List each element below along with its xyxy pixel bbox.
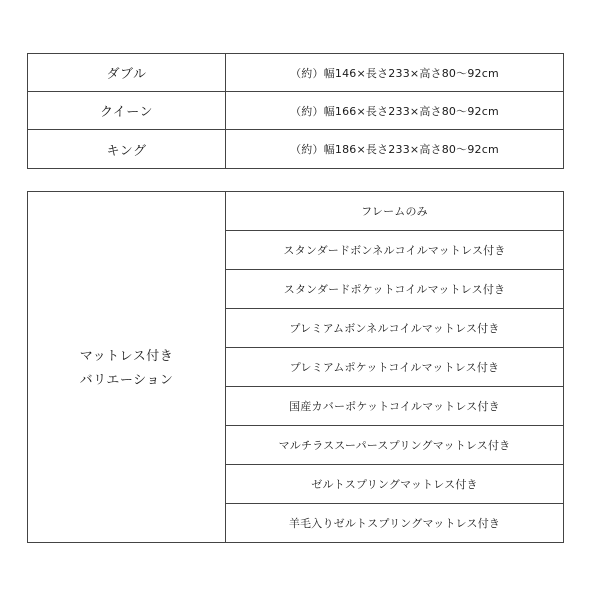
variation-item-domestic-cover-pocket: 国産カバーポケットコイルマットレス付き	[226, 387, 563, 426]
variation-item-standard-pocket: スタンダードポケットコイルマットレス付き	[226, 270, 563, 309]
variation-label	[28, 192, 226, 542]
size-name: キング	[28, 130, 226, 168]
size-row-king	[28, 130, 563, 168]
variation-label-line1: マットレス付き	[79, 349, 174, 364]
size-name: ダブル	[28, 54, 226, 91]
variation-item-standard-bonnell: スタンダードボンネルコイルマットレス付き	[226, 231, 563, 270]
variation-item-wool-zelto-spring: 羊毛入りゼルトスプリングマットレス付き	[288, 517, 501, 530]
variation-item-premium-bonnell: プレミアムボンネルコイルマットレス付き	[226, 309, 563, 348]
variation-table	[27, 191, 564, 543]
variation-item-frame-only: フレームのみ	[226, 192, 563, 231]
size-row-queen	[28, 92, 563, 130]
variation-item-zelto-spring: ゼルトスプリングマットレス付き	[226, 465, 563, 504]
variation-list	[226, 192, 563, 542]
variation-item-premium-pocket: プレミアムポケットコイルマットレス付き	[226, 348, 563, 387]
size-dimensions: （約）幅146×長さ233×高さ80～92cm	[290, 66, 499, 80]
size-name: クイーン	[28, 92, 226, 129]
size-dimensions: （約）幅166×長さ233×高さ80～92cm	[290, 104, 499, 118]
size-table	[27, 53, 564, 169]
variation-item-multi-lath-super-spring: マルチラススーパースプリングマットレス付き	[226, 426, 563, 465]
size-row-double	[28, 54, 563, 92]
size-dimensions: （約）幅186×長さ233×高さ80～92cm	[290, 143, 499, 156]
variation-label-line2: バリエーション	[79, 373, 174, 388]
